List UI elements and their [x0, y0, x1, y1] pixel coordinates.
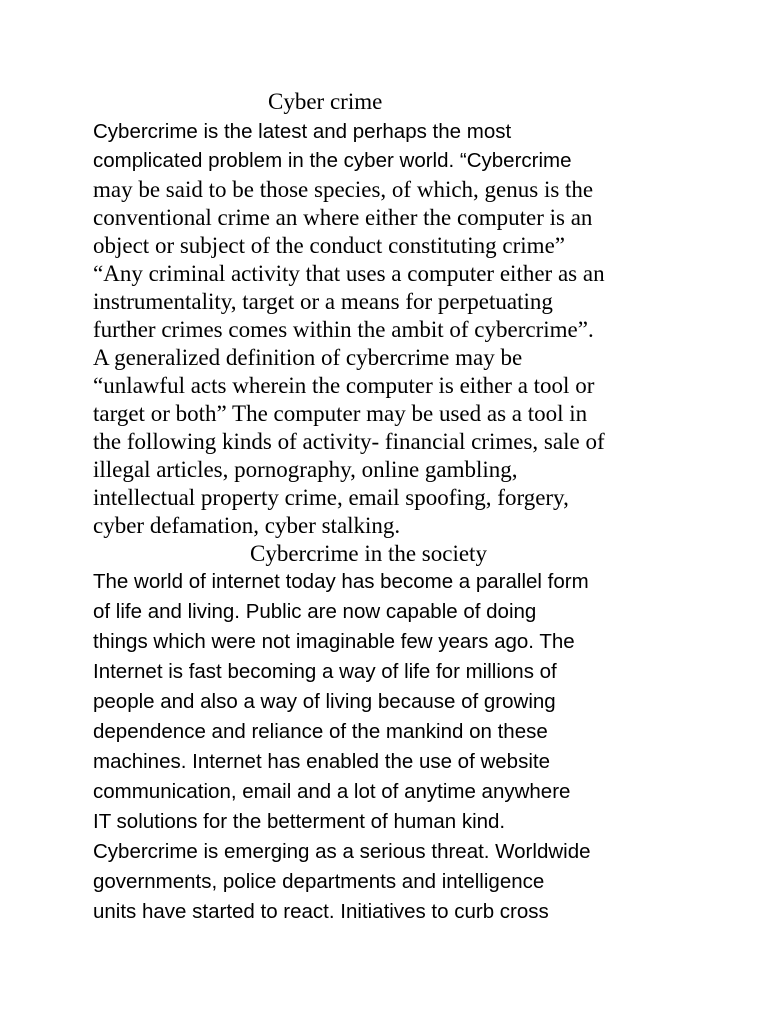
text-line: dependence and reliance of the mankind on these: [93, 720, 548, 743]
text-line: communication, email and a lot of anytime anywhere: [93, 780, 571, 803]
text-line: units have started to react. Initiatives to curb cross: [93, 900, 549, 923]
text-line: people and also a way of living because of growing: [93, 690, 556, 713]
text-line: things which were not imaginable few years ago. The: [93, 630, 575, 653]
text-line: “Any criminal activity that uses a computer either as an: [93, 261, 605, 286]
text-line: of life and living. Public are now capable of doing: [93, 600, 537, 623]
text-line: instrumentality, target or a means for perpetuating: [93, 289, 553, 314]
text-line: conventional crime an where either the computer is an: [93, 205, 593, 230]
text-line: The world of internet today has become a parallel form: [93, 570, 589, 593]
text-line: may be said to be those species, of which, genus is the: [93, 177, 594, 202]
text-line: A generalized definition of cybercrime may be: [93, 345, 523, 370]
text-line: “unlawful acts wherein the computer is either a tool or: [93, 373, 595, 398]
text-line: machines. Internet has enabled the use of website: [93, 750, 550, 773]
text-line: complicated problem in the cyber world. “Cybercrime: [93, 149, 572, 172]
text-line: illegal articles, pornography, online gambling,: [93, 457, 518, 482]
text-line: governments, police departments and intelligence: [93, 870, 545, 893]
text-line: IT solutions for the betterment of human kind.: [93, 810, 506, 833]
text-line: the following kinds of activity- financial crimes, sale of: [93, 429, 605, 454]
text-line: Cybercrime is the latest and perhaps the most: [93, 120, 512, 143]
document-title: Cyber crime: [268, 89, 383, 114]
section-subtitle: Cybercrime in the society: [250, 541, 487, 566]
text-line: object or subject of the conduct constituting crime”: [93, 233, 565, 258]
text-line: cyber defamation, cyber stalking.: [93, 513, 401, 538]
text-line: Cybercrime is emerging as a serious threat. Worldwide: [93, 840, 591, 863]
text-line: further crimes comes within the ambit of cybercrime”.: [93, 317, 594, 342]
text-line: target or both” The computer may be used as a tool in: [93, 401, 588, 426]
text-line: Internet is fast becoming a way of life for millions of: [93, 660, 557, 683]
text-line: intellectual property crime, email spoofing, forgery,: [93, 485, 569, 510]
